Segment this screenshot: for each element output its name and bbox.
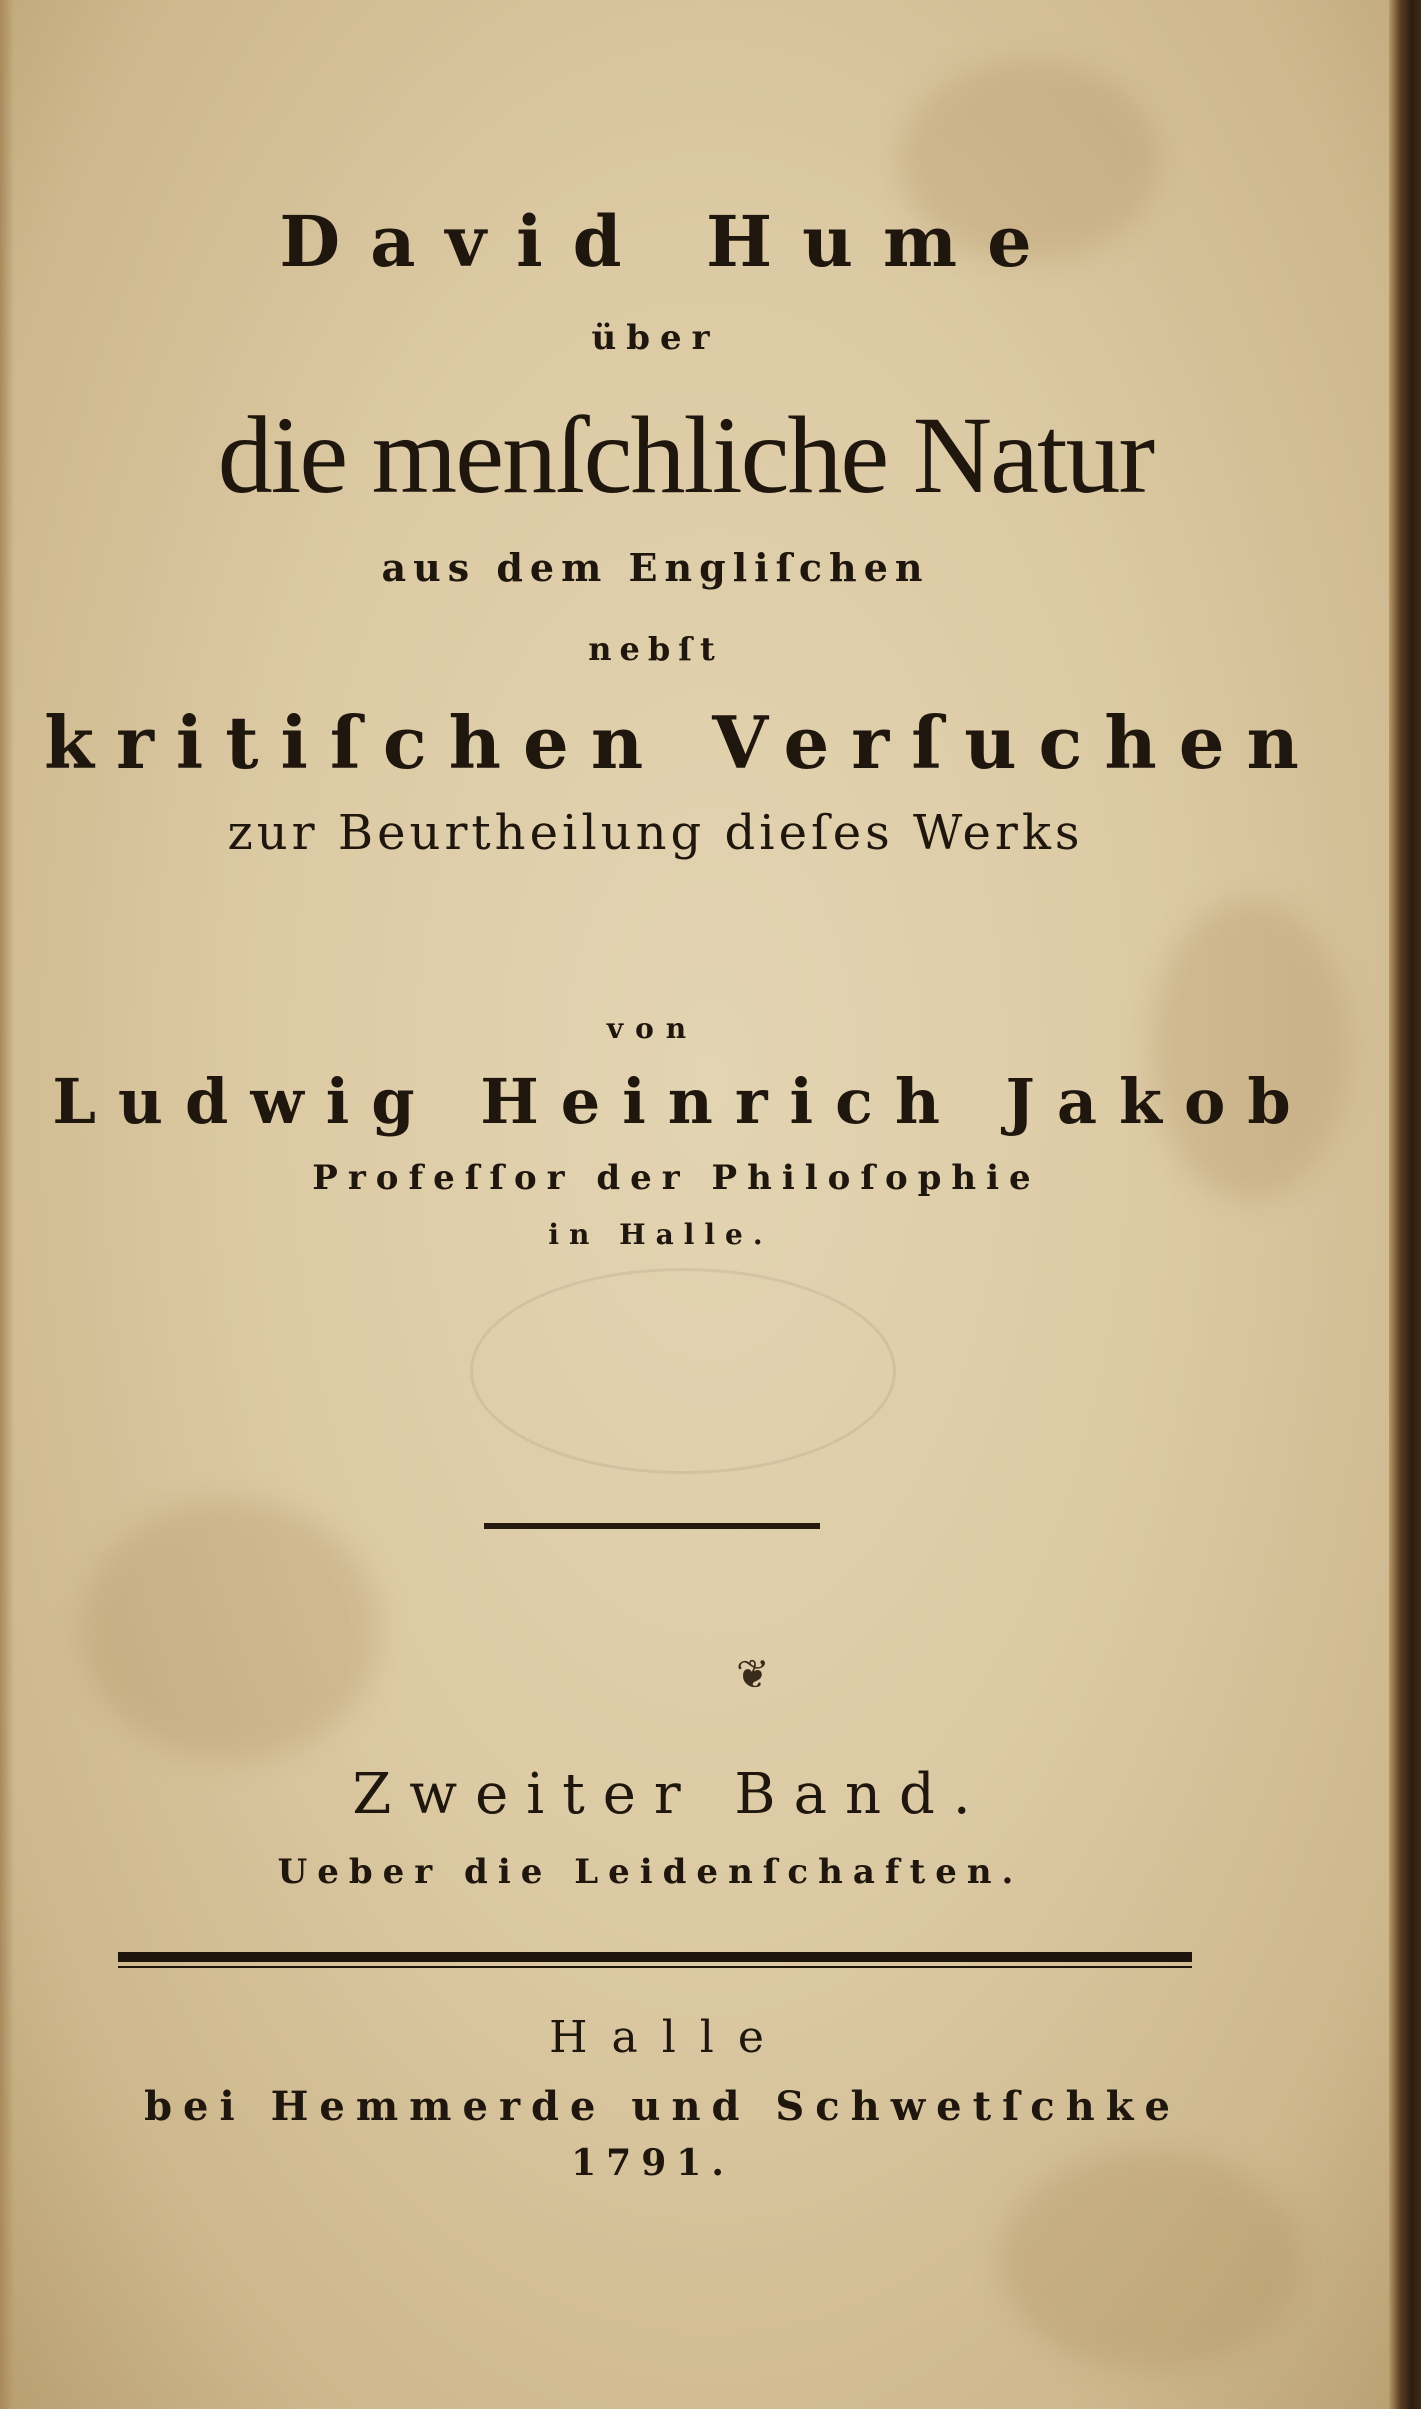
main-title: die menſchliche Natur bbox=[217, 394, 1154, 516]
author-line: David Hume bbox=[279, 200, 1062, 283]
imprint-year: 1791. bbox=[571, 2142, 734, 2184]
imprint-place: Halle bbox=[549, 2012, 788, 2063]
imprint-publisher: bei Hemmerde und Schwetſchke bbox=[144, 2083, 1181, 2130]
editor-position: Profeſſor der Philoſophie bbox=[312, 1158, 1041, 1198]
faded-library-stamp bbox=[470, 1268, 896, 1474]
secondary-title: kritiſchen Verſuchen bbox=[44, 700, 1321, 785]
thin-rule-divider bbox=[118, 1966, 1192, 1968]
paper-stain bbox=[80, 1500, 380, 1760]
nebst-line: nebſt bbox=[588, 630, 723, 668]
volume-subtitle: Ueber die Leidenſchaften. bbox=[277, 1852, 1024, 1892]
paper-stain bbox=[1150, 900, 1350, 1200]
by-line: von bbox=[606, 1012, 699, 1045]
ueber-line: über bbox=[591, 318, 720, 358]
secondary-subtitle: zur Beurtheilung dieſes Werks bbox=[227, 805, 1084, 861]
volume-label: Zweiter Band. bbox=[352, 1762, 989, 1827]
thick-rule-divider bbox=[118, 1952, 1192, 1962]
editor-location: in Halle. bbox=[548, 1218, 773, 1251]
translation-note: aus dem Engliſchen bbox=[381, 545, 930, 590]
short-rule-divider bbox=[484, 1523, 820, 1529]
book-spine-edge bbox=[1389, 0, 1421, 2409]
editor-name: Ludwig Heinrich Jakob bbox=[52, 1065, 1313, 1138]
ornament-icon: ❦ bbox=[736, 1652, 770, 1698]
